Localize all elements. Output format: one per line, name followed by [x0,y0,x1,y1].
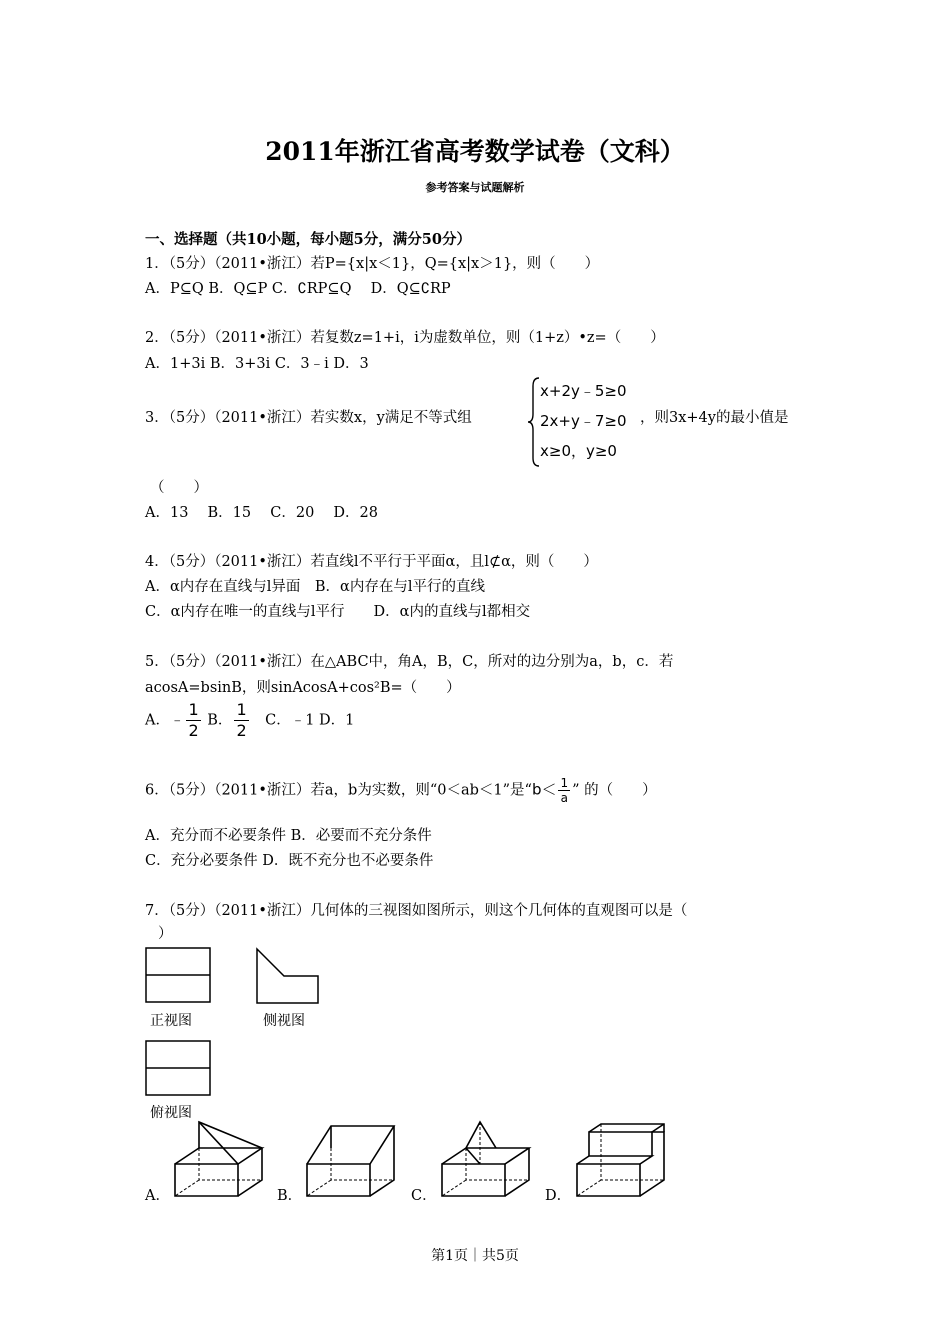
front-view-label: 正视图 [150,1013,192,1029]
q3-blank: （ ） [150,480,208,496]
q5-options [145,700,354,741]
q3-options: A．13 B．15 C．20 D．28 [145,505,378,521]
q4-options-2: C．α内存在唯一的直线与l平行 D．α内的直线与l都相交 [145,604,531,620]
q6-options-1: A．充分而不必要条件 B．必要而不充分条件 [145,828,432,844]
top-view-figure [145,1040,213,1098]
q5-stem-2: acosA=bsinB，则sinAcosA+cos²B=（ ） [145,680,461,696]
q2-stem: 2．（5分）（2011•浙江）若复数z=1+i，i为虚数单位，则（1+z）•z=（ ） [145,330,665,346]
option-d-solid-figure [575,1118,675,1200]
option-c-solid-figure [440,1118,540,1200]
q1-stem: 1．（5分）（2011•浙江）若P={x|x＜1}，Q={x|x＞1}，则（ ） [145,256,600,272]
q3-ineq-1: x+2y﹣5≥0 [540,382,627,400]
q6-options-2: C．充分必要条件 D．既不充分也不必要条件 [145,853,434,869]
q6-inline-b: b＜ [531,780,557,799]
side-view-label: 侧视图 [263,1013,305,1029]
q1-options: A．P⊆Q B．Q⊆P C．∁RP⊆Q D．Q⊆∁RP [145,281,451,297]
q3-stem-after: ，则3x+4y的最小值是 [640,410,789,426]
q4-options-1: A．α内存在直线与l异面 B．α内存在与l平行的直线 [145,579,485,595]
top-view-label: 俯视图 [150,1105,192,1121]
page-subtitle: 参考答案与试题解析 [425,181,525,194]
q7-option-c-label: C． [411,1188,437,1204]
page-title: 2011年浙江省高考数学试卷（文科） [265,137,685,166]
section-heading: 一、选择题（共10小题，每小题5分，满分50分） [145,231,471,248]
q7-stem-2: ） [158,926,173,942]
option-a-solid-figure [173,1118,273,1200]
q7-stem-1: 7．（5分）（2011•浙江）几何体的三视图如图所示，则这个几何体的直观图可以是（ [145,903,688,919]
q7-option-b-label: B． [277,1188,303,1204]
q6-stem-after: ” 的（ ） [572,782,657,799]
q3-ineq-3: x≥0，y≥0 [540,442,617,460]
q5-stem-1: 5．（5分）（2011•浙江）在△ABC中，角A，B，C，所对的边分别为a，b，c．若 [145,654,674,670]
q7-option-d-label: D． [545,1188,572,1204]
q5-option-a-label: A．﹣ [145,712,185,729]
side-view-figure [255,947,321,1005]
q3-stem-before: 3．（5分）（2011•浙江）若实数x，y满足不等式组 [145,410,472,426]
option-b-solid-figure [305,1118,405,1200]
q3-inequality-system [527,376,647,468]
q2-options: A．1+3i B．3+3i C．3﹣i D．3 [145,356,369,372]
q3-ineq-2: 2x+y﹣7≥0 [540,412,627,430]
page-footer: 第1页｜共5页 [431,1248,519,1264]
brace-icon [527,376,541,468]
q5-option-b-label: B． [202,712,233,729]
q5-fraction-a: $\frac{1}{2}$ [188,700,199,740]
q5-options-rest: C．﹣1 D．1 [250,712,355,729]
q5-fraction-b: $\frac{1}{2}$ [236,700,247,740]
q6-stem-before: 6．（5分）（2011•浙江）若a，b为实数，则“0＜ab＜1”是“ [145,782,532,799]
q6-fraction: $\frac{1}{a}$ [560,776,569,805]
q4-stem: 4．（5分）（2011•浙江）若直线l不平行于平面α，且l⊄α，则（ ） [145,554,598,570]
q6-stem [145,776,657,805]
front-view-figure [145,947,213,1005]
q7-option-a-label: A． [145,1188,170,1204]
